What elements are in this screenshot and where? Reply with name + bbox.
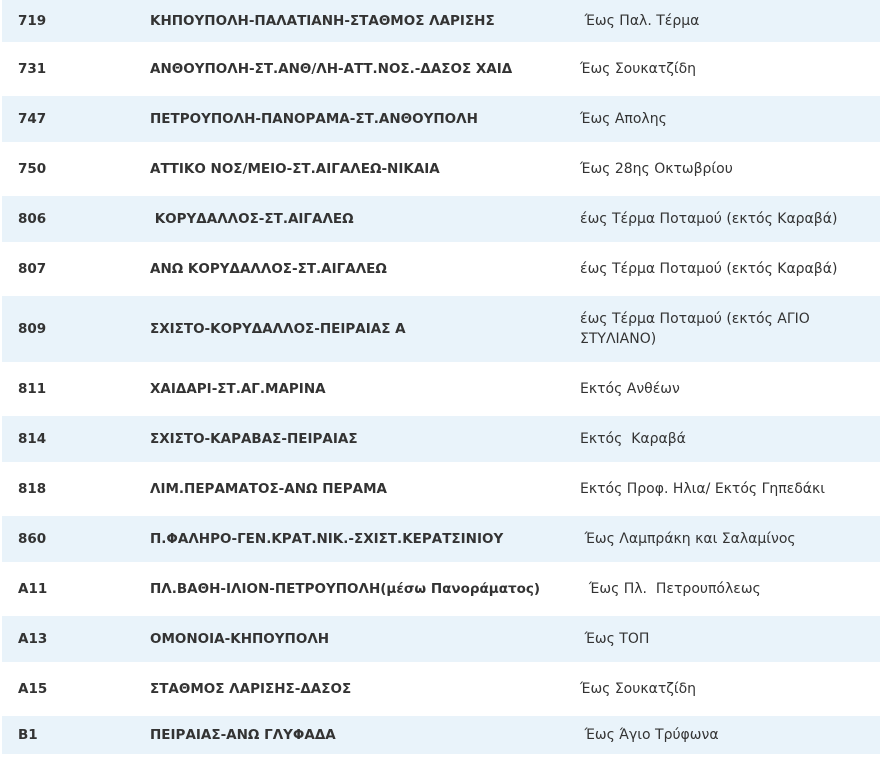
route-name: ΑΝΘΟΥΠΟΛΗ-ΣΤ.ΑΝΘ/ΛΗ-ΑΤΤ.ΝΟΣ.-ΔΑΣΟΣ ΧΑΙΔ	[150, 61, 513, 77]
route-code: 811	[18, 381, 47, 397]
table-row	[2, 296, 880, 366]
table-row	[2, 666, 880, 716]
route-note: Εκτός Προφ. Ηλια/ Εκτός Γηπεδάκι	[580, 481, 826, 497]
route-name: ΑΤΤΙΚΟ ΝΟΣ/ΜΕΙΟ-ΣΤ.ΑΙΓΑΛΕΩ-ΝΙΚΑΙΑ	[150, 161, 440, 177]
route-name: ΑΝΩ ΚΟΡΥΔΑΛΛΟΣ-ΣΤ.ΑΙΓΑΛΕΩ	[150, 261, 387, 277]
route-code: 860	[18, 531, 47, 547]
table-row	[2, 366, 880, 416]
route-name: ΠΕΙΡΑΙΑΣ-ΑΝΩ ΓΛΥΦΑΔΑ	[150, 727, 336, 743]
table-row	[2, 616, 880, 666]
route-name: Π.ΦΑΛΗΡΟ-ΓΕΝ.ΚΡΑΤ.ΝΙΚ.-ΣΧΙΣΤ.ΚΕΡΑΤΣΙΝΙΟΥ	[150, 531, 504, 547]
route-note: έως Τέρμα Ποταμού (εκτός ΑΓΙΟ ΣΤΥΛΙΑΝΟ)	[580, 311, 815, 347]
route-note: έως Τέρμα Ποταμού (εκτός Καραβά)	[580, 261, 838, 277]
table-row	[2, 196, 880, 246]
route-note: Έως 28ης Οκτωβρίου	[580, 161, 733, 177]
route-note: Έως Απολης	[580, 111, 667, 127]
table-row	[2, 46, 880, 96]
route-name: ΟΜΟΝΟΙΑ-ΚΗΠΟΥΠΟΛΗ	[150, 631, 330, 647]
route-name: ΧΑΙΔΑΡΙ-ΣΤ.ΑΓ.ΜΑΡΙΝΑ	[150, 381, 326, 397]
route-code: 807	[18, 261, 47, 277]
route-note: Έως ΤΟΠ	[580, 631, 650, 647]
route-code: 814	[18, 431, 47, 447]
route-code: Α15	[18, 681, 48, 697]
route-code: 750	[18, 161, 47, 177]
route-code: 747	[18, 111, 47, 127]
route-name: ΚΗΠΟΥΠΟΛΗ-ΠΑΛΑΤΙΑΝΗ-ΣΤΑΘΜΟΣ ΛΑΡΙΣΗΣ	[150, 13, 495, 29]
route-name: ΣΧΙΣΤΟ-ΚΑΡΑΒΑΣ-ΠΕΙΡΑΙΑΣ	[150, 431, 358, 447]
route-code: Β1	[18, 727, 38, 743]
route-note: έως Τέρμα Ποταμού (εκτός Καραβά)	[580, 211, 838, 227]
route-name: ΚΟΡΥΔΑΛΛΟΣ-ΣΤ.ΑΙΓΑΛΕΩ	[150, 211, 354, 227]
table-row	[2, 566, 880, 616]
table-row	[2, 466, 880, 516]
route-note: Έως Παλ. Τέρμα	[580, 13, 700, 29]
route-code: 818	[18, 481, 47, 497]
table-row	[2, 96, 880, 146]
table-row	[2, 0, 880, 46]
route-note: Έως Άγιο Τρύφωνα	[580, 727, 719, 743]
route-note: Εκτός Ανθέων	[580, 381, 680, 397]
route-code: 719	[18, 13, 47, 29]
route-name: ΠΛ.ΒΑΘΗ-ΙΛΙΟΝ-ΠΕΤΡΟΥΠΟΛΗ(μέσω Πανοράματος)	[150, 581, 541, 597]
route-table	[2, 0, 880, 758]
route-note: Έως Πλ. Πετρουπόλεως	[580, 581, 761, 597]
table-row	[2, 716, 880, 758]
route-note: Έως Λαμπράκη και Σαλαμίνος	[580, 531, 796, 547]
route-code: 806	[18, 211, 47, 227]
route-note: Έως Σουκατζίδη	[580, 681, 697, 697]
table-row	[2, 246, 880, 296]
route-code: 731	[18, 61, 47, 77]
route-note: Εκτός Καραβά	[580, 431, 686, 447]
route-name: ΠΕΤΡΟΥΠΟΛΗ-ΠΑΝΟΡΑΜΑ-ΣΤ.ΑΝΘΟΥΠΟΛΗ	[150, 111, 478, 127]
route-name: ΣΤΑΘΜΟΣ ΛΑΡΙΣΗΣ-ΔΑΣΟΣ	[150, 681, 352, 697]
route-name: ΣΧΙΣΤΟ-ΚΟΡΥΔΑΛΛΟΣ-ΠΕΙΡΑΙΑΣ Α	[150, 321, 406, 337]
table-row	[2, 416, 880, 466]
route-code: Α13	[18, 631, 48, 647]
route-name: ΛΙΜ.ΠΕΡΑΜΑΤΟΣ-ΑΝΩ ΠΕΡΑΜΑ	[150, 481, 387, 497]
table-row	[2, 516, 880, 566]
route-code: Α11	[18, 581, 48, 597]
route-note: Έως Σουκατζίδη	[580, 61, 697, 77]
table-row	[2, 146, 880, 196]
route-code: 809	[18, 321, 47, 337]
